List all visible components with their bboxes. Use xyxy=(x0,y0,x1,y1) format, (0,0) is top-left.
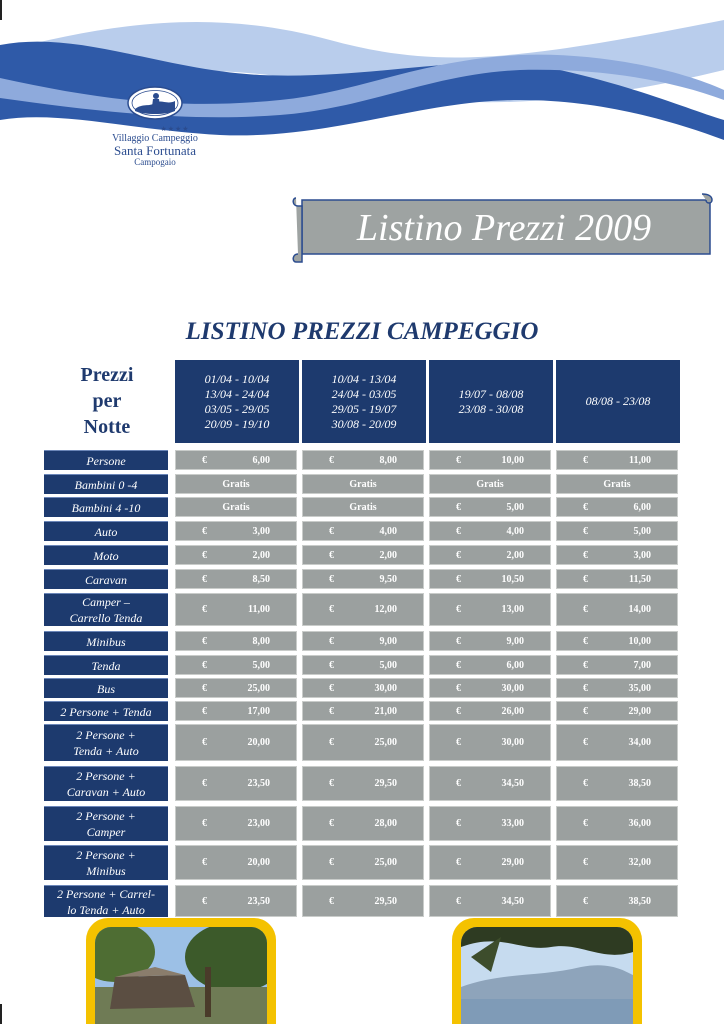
row-label: 2 Persone + Minibus xyxy=(44,845,168,880)
currency-symbol: € xyxy=(583,857,588,868)
logo-emblem-icon xyxy=(127,85,183,121)
row-label: Moto xyxy=(44,545,168,565)
currency-symbol: € xyxy=(583,501,588,513)
price-cell xyxy=(175,474,297,494)
price-value: Gratis xyxy=(349,478,377,490)
currency-symbol: € xyxy=(329,895,334,907)
price-value: 38,50 xyxy=(628,778,651,789)
price-cell xyxy=(302,521,424,541)
price-cell xyxy=(175,845,297,880)
currency-symbol: € xyxy=(202,857,207,868)
price-cell xyxy=(429,497,551,517)
currency-symbol: € xyxy=(329,778,334,789)
price-cell xyxy=(556,766,678,801)
row-label: 2 Persone + Tenda + Auto xyxy=(44,724,168,761)
price-value: 11,50 xyxy=(629,573,651,585)
currency-symbol: € xyxy=(329,682,334,694)
currency-symbol: € xyxy=(456,525,461,537)
period-date: 29/05 - 19/07 xyxy=(331,401,397,416)
table-row xyxy=(0,545,724,565)
currency-symbol: € xyxy=(583,895,588,907)
price-cell xyxy=(175,655,297,675)
table-row xyxy=(0,569,724,589)
table-row xyxy=(0,845,724,880)
currency-symbol: € xyxy=(329,635,334,647)
price-value: 11,00 xyxy=(629,454,651,466)
table-row xyxy=(0,806,724,841)
photo-campsite-tent xyxy=(86,918,276,1024)
price-cell xyxy=(302,701,424,721)
currency-symbol: € xyxy=(329,659,334,671)
price-value: Gratis xyxy=(476,478,504,490)
price-value: 32,00 xyxy=(628,857,651,868)
currency-symbol: € xyxy=(202,682,207,694)
price-cell xyxy=(556,724,678,761)
price-cell xyxy=(556,545,678,565)
table-row xyxy=(0,655,724,675)
period-date: 30/08 - 20/09 xyxy=(331,416,397,431)
price-value: 21,00 xyxy=(374,705,397,717)
price-cell xyxy=(175,521,297,541)
currency-symbol: € xyxy=(456,635,461,647)
price-value: 29,50 xyxy=(374,778,397,789)
price-cell xyxy=(175,631,297,651)
currency-symbol: € xyxy=(583,525,588,537)
price-value: Gratis xyxy=(222,501,250,513)
price-cell xyxy=(429,631,551,651)
currency-symbol: € xyxy=(583,778,588,789)
price-cell xyxy=(556,569,678,589)
price-cell xyxy=(429,806,551,841)
currency-symbol: € xyxy=(456,454,461,466)
price-value: 10,00 xyxy=(501,454,524,466)
price-cell xyxy=(302,497,424,517)
price-value: 5,00 xyxy=(633,525,651,537)
period-date: 10/04 - 13/04 xyxy=(331,371,397,386)
price-value: 8,00 xyxy=(379,454,397,466)
currency-symbol: € xyxy=(202,525,207,537)
period-date: 08/08 - 23/08 xyxy=(585,394,651,408)
row-label: Bambini 0 -4 xyxy=(44,474,168,494)
price-cell xyxy=(302,631,424,651)
currency-symbol: € xyxy=(202,895,207,907)
price-cell xyxy=(175,678,297,698)
row-label: Bambini 4 -10 xyxy=(44,497,168,517)
price-value: 35,00 xyxy=(628,682,651,694)
currency-symbol: € xyxy=(583,818,588,829)
price-value: 3,00 xyxy=(633,549,651,561)
price-cell xyxy=(302,806,424,841)
currency-symbol: € xyxy=(583,737,588,748)
price-cell xyxy=(556,593,678,626)
table-row xyxy=(0,885,724,917)
row-label: Caravan xyxy=(44,569,168,589)
price-cell xyxy=(175,724,297,761)
price-value: 6,00 xyxy=(506,659,524,671)
price-cell xyxy=(429,845,551,880)
logo-line-2: Santa Fortunata xyxy=(114,143,196,158)
price-cell xyxy=(556,806,678,841)
currency-symbol: € xyxy=(329,604,334,615)
currency-symbol: € xyxy=(456,857,461,868)
price-value: 5,00 xyxy=(506,501,524,513)
period-date: 20/09 - 19/10 xyxy=(204,416,270,431)
currency-symbol: € xyxy=(583,705,588,717)
price-cell xyxy=(556,678,678,698)
currency-symbol: € xyxy=(456,573,461,585)
price-cell xyxy=(556,497,678,517)
edge-crop-mark xyxy=(0,1004,2,1024)
currency-symbol: € xyxy=(329,737,334,748)
price-cell xyxy=(302,474,424,494)
tent-scene-image xyxy=(95,927,267,1024)
logo-line-1: Villaggio Campeggio xyxy=(112,133,198,144)
price-value: 12,00 xyxy=(374,604,397,615)
price-cell xyxy=(175,806,297,841)
currency-symbol: € xyxy=(456,659,461,671)
price-cell xyxy=(556,450,678,470)
price-value: 7,00 xyxy=(633,659,651,671)
price-value: 9,00 xyxy=(379,635,397,647)
price-cell xyxy=(556,631,678,651)
table-row xyxy=(0,521,724,541)
currency-symbol: € xyxy=(329,573,334,585)
price-value: 25,00 xyxy=(374,737,397,748)
price-value: 9,50 xyxy=(379,573,397,585)
price-value: 25,00 xyxy=(374,857,397,868)
price-value: 2,00 xyxy=(506,549,524,561)
currency-symbol: € xyxy=(329,525,334,537)
price-cell xyxy=(175,701,297,721)
row-label: Auto xyxy=(44,521,168,541)
row-label: 2 Persone + Caravan + Auto xyxy=(44,766,168,801)
table-row xyxy=(0,497,724,517)
currency-symbol: € xyxy=(202,705,207,717)
price-value: 5,00 xyxy=(252,659,270,671)
currency-symbol: € xyxy=(456,818,461,829)
price-cell xyxy=(429,521,551,541)
currency-symbol: € xyxy=(583,604,588,615)
currency-symbol: € xyxy=(329,818,334,829)
photo-lake-view xyxy=(452,918,642,1024)
price-value: 17,00 xyxy=(247,705,270,717)
price-value: 33,00 xyxy=(501,818,524,829)
price-value: 6,00 xyxy=(633,501,651,513)
currency-symbol: € xyxy=(329,857,334,868)
row-label: 2 Persone + Camper xyxy=(44,806,168,841)
price-cell xyxy=(429,678,551,698)
currency-symbol: € xyxy=(329,454,334,466)
table-row xyxy=(0,474,724,494)
price-value: 38,50 xyxy=(628,895,651,907)
price-cell xyxy=(556,521,678,541)
price-value: 20,00 xyxy=(247,857,270,868)
period-header-2 xyxy=(302,360,426,443)
row-label: Camper – Carrello Tenda xyxy=(44,593,168,626)
price-value: 34,00 xyxy=(628,737,651,748)
price-value: 2,00 xyxy=(252,549,270,561)
currency-symbol: € xyxy=(202,635,207,647)
period-header-1 xyxy=(175,360,299,443)
price-cell xyxy=(429,724,551,761)
currency-symbol: € xyxy=(202,454,207,466)
price-cell xyxy=(429,450,551,470)
price-value: 36,00 xyxy=(628,818,651,829)
price-cell xyxy=(429,569,551,589)
currency-symbol: € xyxy=(456,604,461,615)
currency-symbol: € xyxy=(583,454,588,466)
price-cell xyxy=(302,569,424,589)
price-value: Gratis xyxy=(222,478,250,490)
price-value: Gratis xyxy=(603,478,631,490)
price-value: 8,00 xyxy=(252,635,270,647)
price-cell xyxy=(302,766,424,801)
price-cell xyxy=(302,450,424,470)
logo-line-3: Campogaio xyxy=(134,157,176,167)
price-value: 4,00 xyxy=(506,525,524,537)
price-cell xyxy=(556,701,678,721)
period-date: 01/04 - 10/04 xyxy=(204,371,270,386)
page-title: Listino Prezzi 2009 xyxy=(356,207,652,249)
price-cell xyxy=(302,845,424,880)
row-label: 2 Persone + Carrel- lo Tenda + Auto xyxy=(44,885,168,917)
price-cell xyxy=(175,593,297,626)
period-date: 24/04 - 03/05 xyxy=(331,386,397,401)
currency-symbol: € xyxy=(456,549,461,561)
price-cell xyxy=(175,450,297,470)
price-cell xyxy=(175,885,297,917)
price-value: 29,00 xyxy=(501,857,524,868)
table-row xyxy=(0,450,724,470)
price-value: 20,00 xyxy=(247,737,270,748)
period-date: 13/04 - 24/04 xyxy=(204,386,270,401)
price-value: 4,00 xyxy=(379,525,397,537)
table-corner-label: Prezzi per Notte xyxy=(80,364,134,438)
price-cell xyxy=(302,724,424,761)
price-value: 3,00 xyxy=(252,525,270,537)
currency-symbol: € xyxy=(329,705,334,717)
period-header-4 xyxy=(556,360,680,443)
price-cell xyxy=(556,885,678,917)
price-cell xyxy=(556,845,678,880)
price-cell xyxy=(302,545,424,565)
currency-symbol: € xyxy=(202,659,207,671)
period-header-3 xyxy=(429,360,553,443)
row-label: 2 Persone + Tenda xyxy=(44,701,168,721)
table-row xyxy=(0,701,724,721)
price-value: 5,00 xyxy=(379,659,397,671)
price-value: 30,00 xyxy=(374,682,397,694)
section-heading: LISTINO PREZZI CAMPEGGIO xyxy=(185,318,539,345)
price-value: Gratis xyxy=(349,501,377,513)
price-value: 11,00 xyxy=(248,604,270,615)
currency-symbol: € xyxy=(202,573,207,585)
price-cell xyxy=(302,593,424,626)
price-value: 10,00 xyxy=(628,635,651,647)
price-cell xyxy=(429,655,551,675)
price-cell xyxy=(175,569,297,589)
currency-symbol: € xyxy=(202,737,207,748)
price-value: 23,00 xyxy=(247,818,270,829)
currency-symbol: € xyxy=(456,737,461,748)
logo-stars: ★★★★ xyxy=(160,125,190,133)
currency-symbol: € xyxy=(583,659,588,671)
row-label: Bus xyxy=(44,678,168,698)
price-value: 26,00 xyxy=(501,705,524,717)
currency-symbol: € xyxy=(583,682,588,694)
currency-symbol: € xyxy=(583,549,588,561)
price-value: 34,50 xyxy=(501,778,524,789)
table-row xyxy=(0,593,724,626)
price-value: 8,50 xyxy=(252,573,270,585)
period-date: 03/05 - 29/05 xyxy=(204,401,270,416)
currency-symbol: € xyxy=(456,501,461,513)
table-row xyxy=(0,766,724,801)
currency-symbol: € xyxy=(329,549,334,561)
currency-symbol: € xyxy=(456,895,461,907)
price-cell xyxy=(556,474,678,494)
row-label: Persone xyxy=(44,450,168,470)
table-row xyxy=(0,678,724,698)
currency-symbol: € xyxy=(456,682,461,694)
price-value: 6,00 xyxy=(252,454,270,466)
price-cell xyxy=(302,655,424,675)
price-value: 28,00 xyxy=(374,818,397,829)
price-value: 29,00 xyxy=(628,705,651,717)
price-cell xyxy=(175,766,297,801)
row-label: Tenda xyxy=(44,655,168,675)
price-cell xyxy=(429,766,551,801)
price-value: 29,50 xyxy=(374,895,397,907)
period-date: 23/08 - 30/08 xyxy=(458,401,524,416)
table-row xyxy=(0,631,724,651)
price-cell xyxy=(302,885,424,917)
price-value: 23,50 xyxy=(247,895,270,907)
price-cell xyxy=(175,545,297,565)
currency-symbol: € xyxy=(456,705,461,717)
currency-symbol: € xyxy=(202,549,207,561)
row-label: Minibus xyxy=(44,631,168,651)
price-value: 34,50 xyxy=(501,895,524,907)
price-value: 23,50 xyxy=(247,778,270,789)
currency-symbol: € xyxy=(456,778,461,789)
price-value: 9,00 xyxy=(506,635,524,647)
currency-symbol: € xyxy=(202,604,207,615)
lake-scene-image xyxy=(461,927,633,1024)
price-cell xyxy=(175,497,297,517)
price-value: 30,00 xyxy=(501,737,524,748)
price-cell xyxy=(302,678,424,698)
price-value: 10,50 xyxy=(501,573,524,585)
price-value: 30,00 xyxy=(501,682,524,694)
price-value: 13,00 xyxy=(501,604,524,615)
campsite-logo xyxy=(90,85,220,167)
price-cell xyxy=(429,885,551,917)
price-cell xyxy=(429,593,551,626)
price-cell xyxy=(556,655,678,675)
period-date: 19/07 - 08/08 xyxy=(458,386,524,401)
currency-symbol: € xyxy=(202,818,207,829)
currency-symbol: € xyxy=(583,635,588,647)
table-row xyxy=(0,724,724,761)
price-value: 14,00 xyxy=(628,604,651,615)
price-cell xyxy=(429,701,551,721)
price-value: 25,00 xyxy=(247,682,270,694)
price-value: 2,00 xyxy=(379,549,397,561)
currency-symbol: € xyxy=(583,573,588,585)
price-cell xyxy=(429,545,551,565)
currency-symbol: € xyxy=(202,778,207,789)
edge-crop-mark xyxy=(0,0,2,20)
price-cell xyxy=(429,474,551,494)
